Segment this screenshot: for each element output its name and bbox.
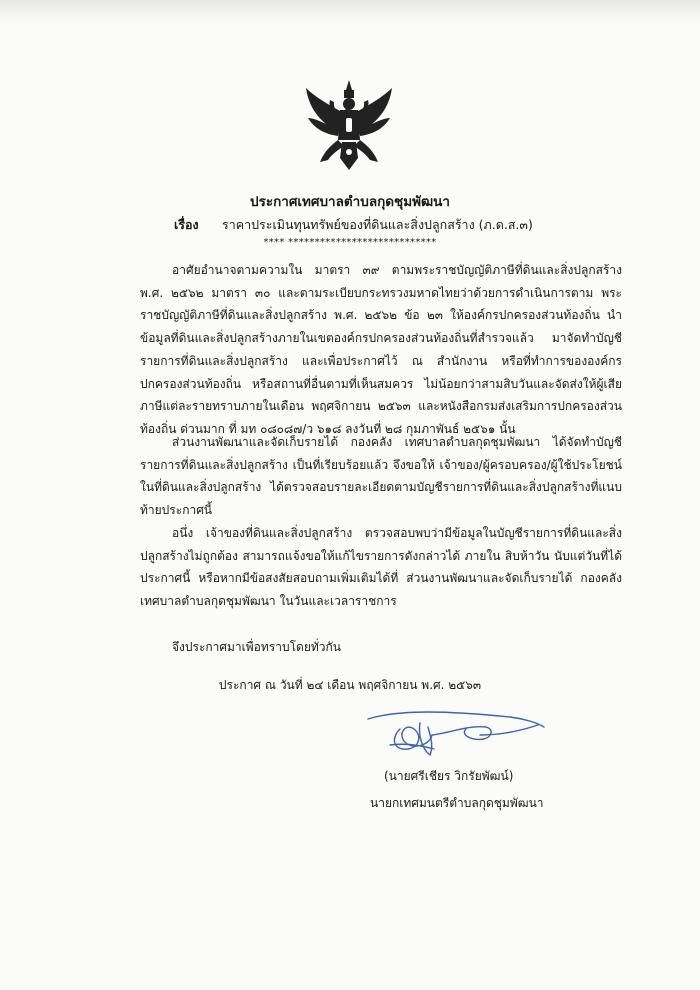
scan-shadow <box>0 0 700 22</box>
subject-line <box>174 215 533 235</box>
subject-label: เรื่อง <box>174 217 199 232</box>
divider-stars: **** **************************** <box>263 237 437 248</box>
subject-text: ราคาประเมินทุนทรัพย์ของที่ดินและสิ่งปลูกสร้าง (ภ.ด.ส.๓) <box>221 217 533 232</box>
paragraph-preparation <box>140 431 622 522</box>
paragraph-preparation-text: ส่วนงานพัฒนาและจัดเก็บรายได้ กองคลัง เทศบาลตำบลกุดชุมพัฒนา ได้จัดทำบัญชีรายการที่ดินและสิ่งปลูกสร้าง เป็นที่เรียบร้อยแล้ว จึงขอให้ เจ้าของ/ผู้ครอบครอง/ผู้ใช้ประโยชน์ในที่ดินและสิ่งปลูกสร้าง ได้ตรวจสอบรายละเอียดตามบัญชีรายการที่ดินและสิ่งปลูกสร้างที่แนบท้ายประกาศนี้ <box>140 435 622 518</box>
signature <box>360 705 550 765</box>
date-line: ประกาศ ณ วันที่ ๒๔ เดือน พฤศจิกายน พ.ศ. ๒๕๖๓ <box>218 678 482 692</box>
paragraph-closing: จึงประกาศมาเพื่อทราบโดยทั่วกัน <box>172 640 341 654</box>
announcement-title: ประกาศเทศบาลตำบลกุดชุมพัฒนา <box>250 194 450 210</box>
paragraph-correction-text: อนึ่ง เจ้าของที่ดินและสิ่งปลูกสร้าง ตรวจสอบพบว่ามีข้อมูลในบัญชีรายการที่ดินและสิ่งปลูกสร้างไม่ถูกต้อง สามารถแจ้งขอให้แก้ไขรายการดังกล่าวได้ ภายใน สิบห้าวัน นับแต่วันที่ได้ประกาศนี้ หรือหากมีข้อสงสัยสอบถามเพิ่มเติมได้ที่ ส่วนงานพัฒนาและจัดเก็บรายได้ กองคลัง เทศบาลตำบลกุดชุมพัฒนา ในวันและเวลาราชการ <box>140 526 622 609</box>
garuda-emblem <box>302 78 396 178</box>
paragraph-authority <box>140 259 622 441</box>
paragraph-correction <box>140 522 622 613</box>
paragraph-authority-text: อาศัยอำนาจตามความใน มาตรา ๓๙ ตามพระราชบัญญัติภาษีที่ดินและสิ่งปลูกสร้าง พ.ศ. ๒๕๖๒ มาตรา ๓๐ และตามระเบียบกระทรวงมหาดไทยว่าด้วยการดำเนินการตาม พระราชบัญญัติภาษีที่ดินและสิ่งปลูกสร้าง พ.ศ. ๒๕๖๒ ข้อ ๒๓ ให้องค์กรปกครองส่วนท้องถิ่น นำข้อมูลที่ดินและสิ่งปลูกสร้างภายในเขตองค์กรปกครองส่วนท้องถิ่นที่สำรวจแล้ว มาจัดทำบัญชีรายการที่ดินและสิ่งปลูกสร้าง และเพื่อประกาศไว้ ณ สำนักงาน หรือที่ทำการขององค์กรปกครองส่วนท้องถิ่น หรือสถานที่อื่นตามที่เห็นสมควร ไม่น้อยกว่าสามสิบวันและจัดส่งให้ผู้เสียภาษีแต่ละรายทราบภายในเดือน พฤศจิกายน ๒๕๖๓ และหนังสือกรมส่งเสริมการปกครองส่วนท้องถิ่น ด่วนมาก ที่ มท ๐๘๐๘๗/ว ๖๑๘ ลงวันที่ ๒๘ กุมภาพันธ์ ๒๕๖๑ นั้น <box>140 263 622 436</box>
signer-position: นายกเทศมนตรีตำบลกุดชุมพัฒนา <box>370 796 544 810</box>
signer-name: (นายศรีเชียร วิกรัยพัฒน์) <box>384 769 514 783</box>
